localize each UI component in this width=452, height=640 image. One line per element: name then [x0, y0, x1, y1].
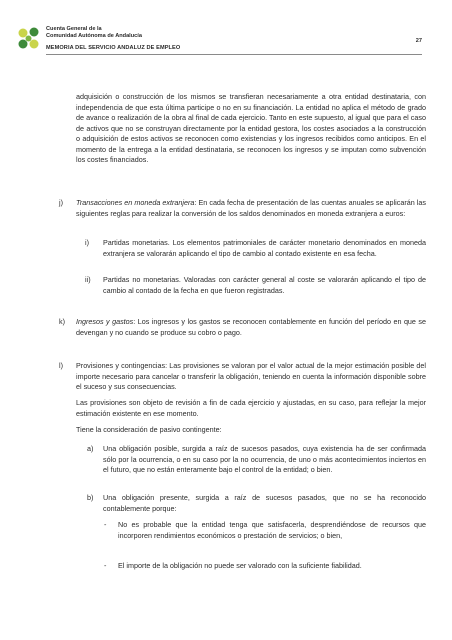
- item-j-title: Transacciones en moneda extranjera: [76, 198, 195, 207]
- item-j-i-text: Partidas monetarias. Los elementos patrimoniales de carácter monetario denominados en moneda extranjera se valorarán aplicando el tipo de cambio al contado existente en esa fecha.: [103, 238, 426, 258]
- junta-andalucia-logo-icon: [14, 24, 44, 54]
- item-l-b: [103, 493, 426, 514]
- item-j-ii-label: ii): [85, 275, 91, 284]
- intro-paragraph: [76, 92, 426, 166]
- section-title: MEMORIA DEL SERVICIO ANDALUZ DE EMPLEO: [46, 45, 181, 51]
- page-number: 27: [415, 38, 422, 44]
- item-k-title: Ingresos y gastos: [76, 317, 134, 326]
- item-l-b-text: Una obligación presente, surgida a raíz de sucesos pasados, que no se ha reconocido contablemente porque:: [103, 493, 426, 513]
- item-j-i-label: i): [85, 238, 89, 247]
- item-k-label: k): [59, 317, 65, 326]
- item-l-para3-text: Tiene la consideración de pasivo contingente:: [76, 425, 222, 434]
- item-l-text: Provisiones y contingencias: Las provisiones se valoran por el valor actual de la mejor estimación posible del importe necesario para cancelar o transferir la obligación, teniendo en cuenta la información disponible sobre el suceso y sus consecuencias.: [76, 361, 426, 391]
- item-j-ii-text: Partidas no monetarias. Valoradas con carácter general al coste se valorarán aplicando el tipo de cambio al contado de la fecha en que fueron registradas.: [103, 275, 426, 295]
- item-j-i: [103, 238, 426, 259]
- item-k: [76, 317, 426, 338]
- item-l-label: l): [59, 361, 63, 370]
- item-l-dash2-label: -: [104, 561, 107, 570]
- item-l-a-text: Una obligación posible, surgida a raíz de sucesos pasados, cuya existencia ha de ser confirmada sólo por la ocurrencia, o en su caso por la no ocurrencia, de uno o más acontecimientos inciertos en el futuro, que no están enteramente bajo el control de la entidad; o bien.: [103, 444, 426, 474]
- org-name-line1: Cuenta General de la: [46, 26, 102, 32]
- item-l-para3: [76, 425, 426, 436]
- page-header: [14, 24, 438, 64]
- item-l-dash1-text: No es probable que la entidad tenga que satisfacerla, desprendiéndose de recursos que incorporen rendimientos económicos o prestación de servicios; o bien,: [118, 520, 426, 540]
- org-name-line2: Comunidad Autónoma de Andalucía: [46, 33, 142, 39]
- item-j-body: : En cada fecha de presentación de las cuentas anuales se aplicarán las siguientes reglas para realizar la conversión de los saldos denominados en moneda extranjera a euros:: [76, 198, 426, 218]
- item-j-ii: [103, 275, 426, 296]
- header-divider: [46, 54, 422, 55]
- item-k-body: : Los ingresos y los gastos se reconocen contablemente en función del período en que se devengan y no cuando se produce su cobro o pago.: [76, 317, 426, 337]
- item-l-dash1-label: -: [104, 520, 107, 529]
- item-l-dash2-text: El importe de la obligación no puede ser valorado con la suficiente fiabilidad.: [118, 561, 362, 570]
- item-k-text: [76, 317, 426, 338]
- item-j: [76, 198, 426, 219]
- item-l-a: [103, 444, 426, 476]
- item-l-dash2: [118, 561, 426, 572]
- item-l-a-label: a): [87, 444, 94, 453]
- intro-text: adquisición o construcción de los mismos se transfieran necesariamente a otra entidad destinataria, con independencia de que esta última participe o no en su financiación. La entidad no aplica el método de grado de avance o realización de la obra al final de cada ejercicio. Tanto en este supuesto, al igual que para el caso de activos que no se construyan directamente por la entidad gestora, los costes asociados a la construcción o adquisición de estos activos se reconocen como existencias y los ingresos recibidos como anticipos. En el momento de la entrega a la entidad destinataria, se reconocen los ingresos y se imputan como subvención los costes financiados.: [76, 92, 426, 164]
- item-l-para2: [76, 398, 426, 419]
- item-l-dash1: [118, 520, 426, 541]
- item-l-para2-text: Las provisiones son objeto de revisión a fin de cada ejercicio y ajustadas, en su caso, para reflejar la mejor estimación existente en ese momento.: [76, 398, 426, 418]
- item-j-label: j): [59, 198, 63, 207]
- item-j-text: [76, 198, 426, 219]
- item-l: [76, 361, 426, 393]
- item-l-b-label: b): [87, 493, 94, 502]
